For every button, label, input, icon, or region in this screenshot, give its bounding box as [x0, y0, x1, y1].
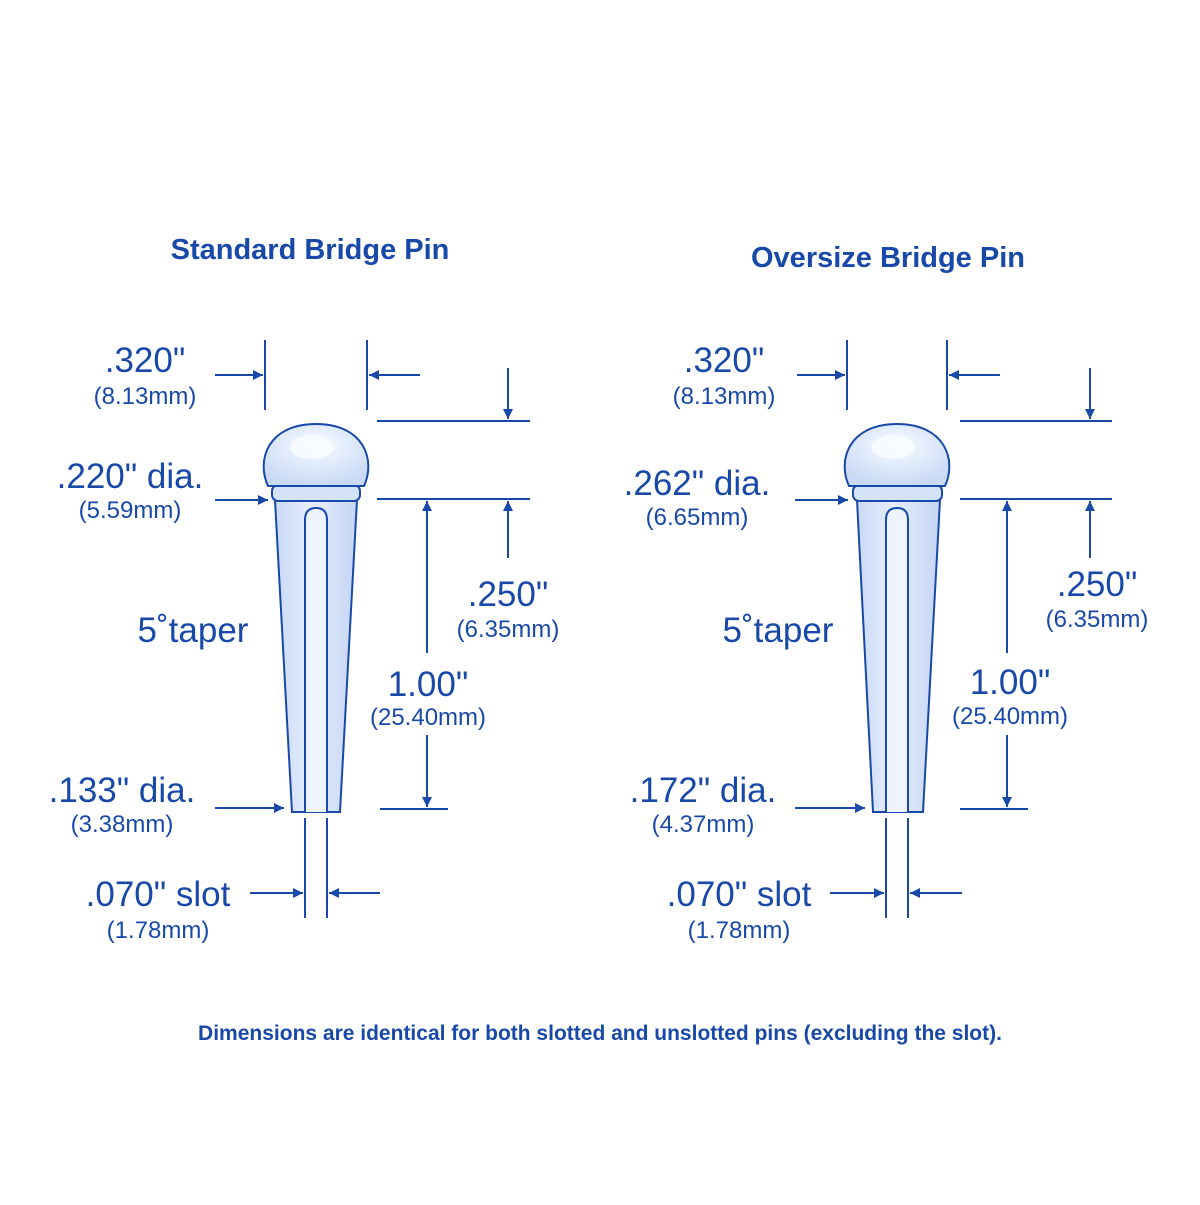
oversize-length-mm-label: (25.40mm): [951, 703, 1069, 730]
oversize-head-width-label: .320": [683, 341, 765, 380]
standard-pin-slot: [305, 508, 327, 812]
standard-slot-label: .070" slot: [85, 875, 231, 914]
standard-top-dia-label: .220" dia.: [56, 457, 204, 496]
oversize-taper-label: 5˚taper: [722, 611, 834, 650]
standard-collar-mm-label: (6.35mm): [456, 616, 560, 643]
oversize-bottom-dia-mm-label: (4.37mm): [651, 811, 755, 838]
oversize-top-dia-mm-label: (6.65mm): [645, 504, 749, 531]
standard-bottom-dia-mm-label: (3.38mm): [70, 811, 174, 838]
oversize-pin-diagram: [624, 242, 1149, 944]
standard-bottom-dia-label: .133" dia.: [48, 771, 196, 810]
oversize-pin-slot: [886, 508, 908, 812]
oversize-collar-label: .250": [1056, 565, 1138, 604]
standard-length-mm-label: (25.40mm): [369, 704, 487, 731]
standard-pin-collar: [272, 485, 360, 501]
oversize-pin-collar: [853, 485, 942, 501]
standard-length-label: 1.00": [387, 665, 469, 704]
oversize-pin-head-highlight: [871, 435, 915, 459]
standard-collar-label: .250": [467, 575, 549, 614]
oversize-slot-mm-label: (1.78mm): [687, 917, 791, 944]
standard-top-dia-mm-label: (5.59mm): [78, 497, 182, 524]
standard-pin-shape: [264, 424, 369, 812]
oversize-head-width-mm-label: (8.13mm): [672, 383, 776, 410]
oversize-slot-label: .070" slot: [666, 875, 812, 914]
oversize-title: Oversize Bridge Pin: [751, 242, 1025, 274]
oversize-top-dia-label: .262" dia.: [623, 464, 771, 503]
standard-head-width-label: .320": [104, 341, 186, 380]
oversize-pin-shape: [845, 424, 950, 812]
standard-taper-label: 5˚taper: [137, 611, 249, 650]
standard-pin-diagram: [49, 234, 560, 944]
standard-slot-mm-label: (1.78mm): [106, 917, 210, 944]
footnote: Dimensions are identical for both slotted and unslotted pins (excluding the slot).: [198, 1022, 1002, 1045]
standard-head-width-mm-label: (8.13mm): [93, 383, 197, 410]
oversize-collar-mm-label: (6.35mm): [1045, 606, 1149, 633]
standard-pin-head-highlight: [290, 435, 334, 459]
standard-title: Standard Bridge Pin: [170, 234, 450, 266]
oversize-bottom-dia-label: .172" dia.: [629, 771, 777, 810]
oversize-length-label: 1.00": [969, 663, 1051, 702]
